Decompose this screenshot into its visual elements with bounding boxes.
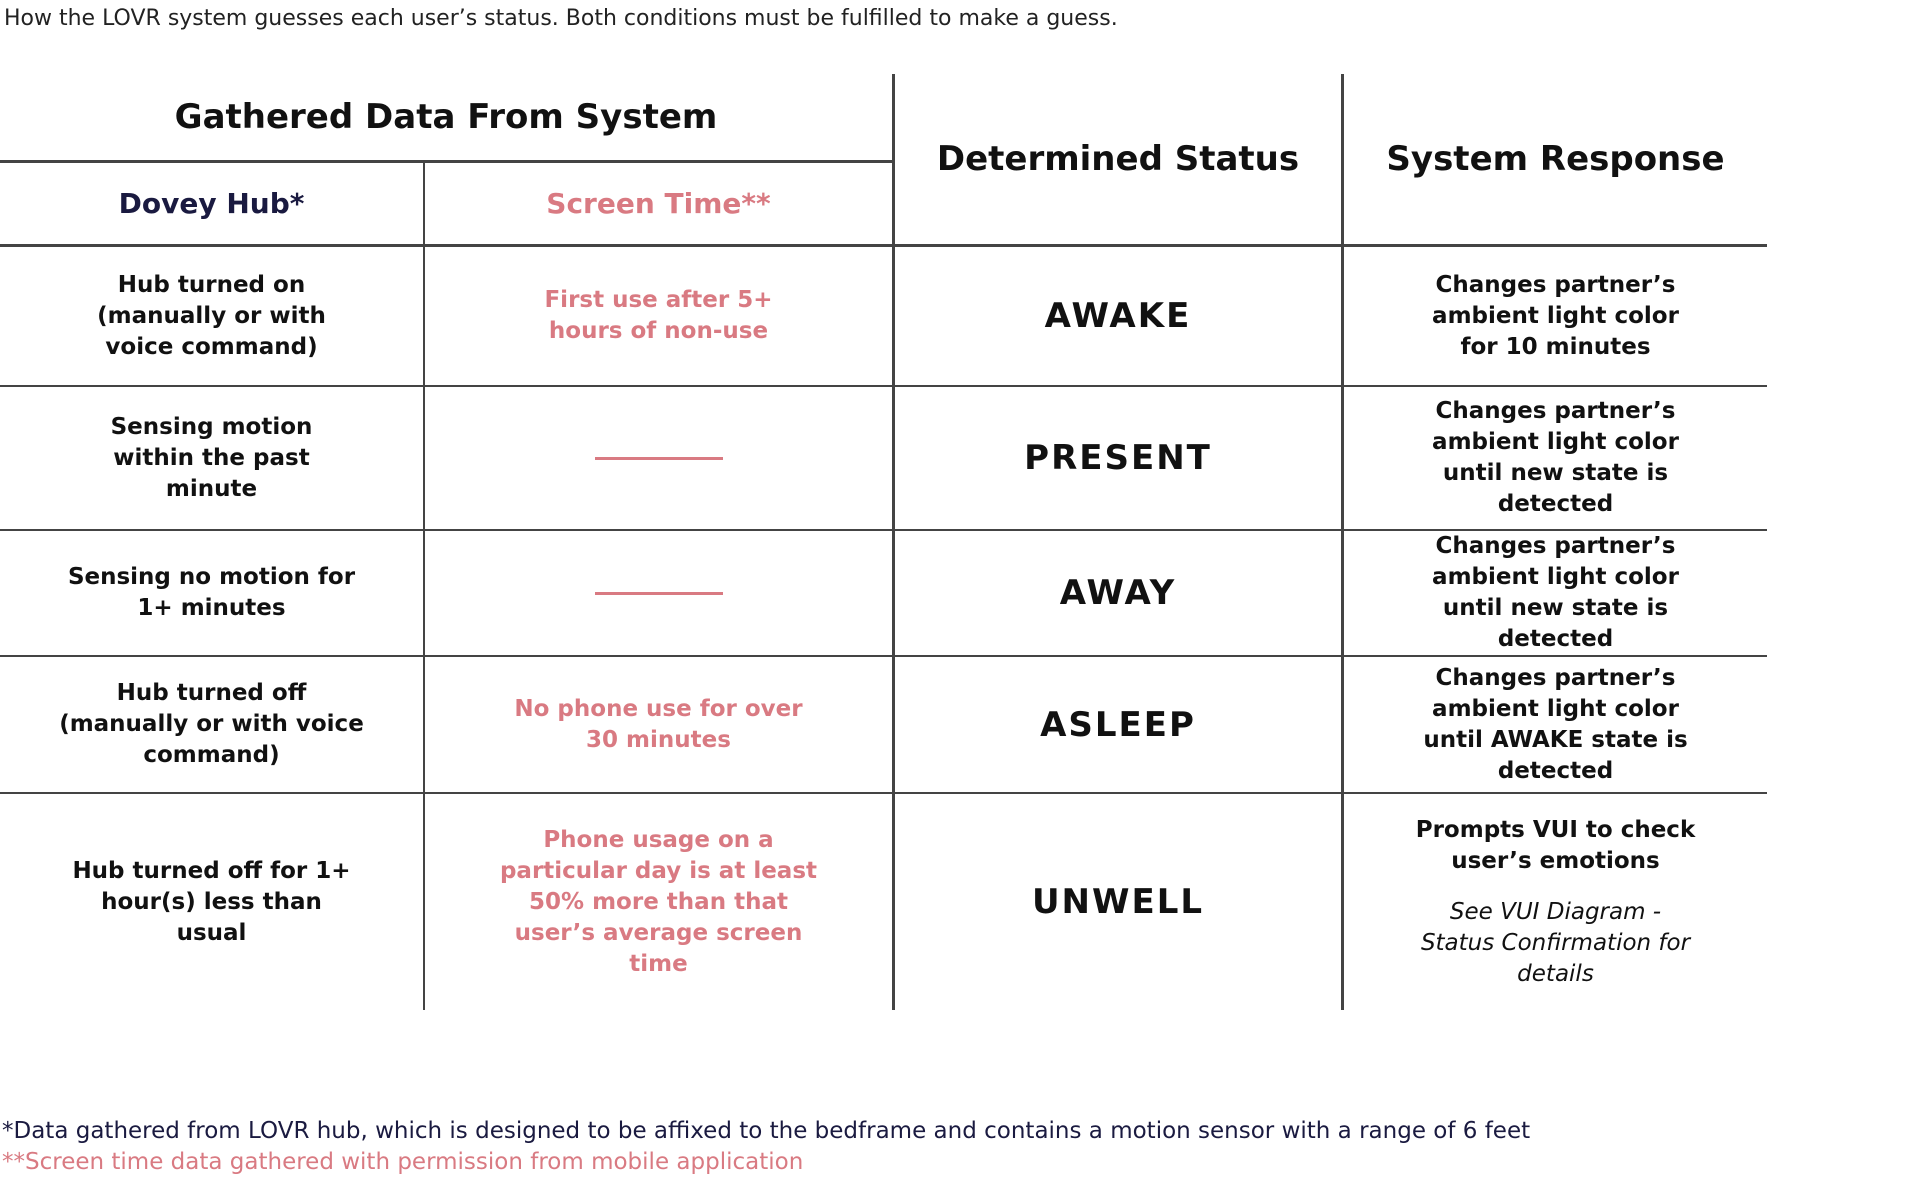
header-determined-status: Determined Status [936,139,1300,179]
row-present-screen [425,387,892,529]
row-unwell-status: UNWELL [1031,882,1205,922]
row-present-response: Changes partner’s ambient light color until new state is detected [1432,398,1679,517]
footnote-screen: **Screen time data gathered with permission from mobile application [2,1149,804,1175]
footnote-hub: *Data gathered from LOVR hub, which is designed to be affixed to the bedframe and contains a motion sensor with a range of 6 feet [2,1118,1531,1144]
empty-dash [595,592,723,595]
row-away-response: Changes partner’s ambient light color until new state is detected [1432,533,1679,652]
row-unwell-response [1344,794,1767,1010]
row-away-status: AWAY [1059,573,1177,613]
row-awake-screen: First use after 5+ hours of non-use [544,287,773,344]
row-asleep-status: ASLEEP [1040,704,1196,745]
row-awake-status: AWAKE [1044,296,1192,336]
header-dovey-hub: Dovey Hub* [118,187,305,220]
row-asleep-hub: Hub turned off (manually or with voice command) [59,680,364,768]
row-unwell-screen: Phone usage on a particular day is at least 50% more than that user’s average screen time [499,826,818,977]
row-present-status: PRESENT [1024,438,1212,478]
row-away-screen [425,531,892,655]
page-caption: How the LOVR system guesses each user’s status. Both conditions must be fulfilled to make a guess. [4,6,1118,31]
header-screen-time: Screen Time** [546,187,771,220]
row-awake-response: Changes partner’s ambient light color for 10 minutes [1432,271,1679,360]
row-unwell-response-note: See VUI Diagram - Status Confirmation for details [1420,898,1691,987]
row-unwell-response-text: Prompts VUI to check user’s emotions [1415,816,1696,874]
header-system-response: System Response [1386,139,1725,179]
header-gathered-data: Gathered Data From System [174,97,718,137]
row-away-hub: Sensing no motion for 1+ minutes [67,564,356,621]
row-awake-hub: Hub turned on (manually or with voice command) [97,271,326,360]
row-present-hub: Sensing motion within the past minute [110,413,313,502]
row-unwell-hub: Hub turned off for 1+ hour(s) less than usual [72,857,351,946]
row-asleep-response: Changes partner’s ambient light color until AWAKE state is detected [1423,664,1688,784]
empty-dash [595,457,723,460]
row-asleep-screen: No phone use for over 30 minutes [514,695,803,753]
